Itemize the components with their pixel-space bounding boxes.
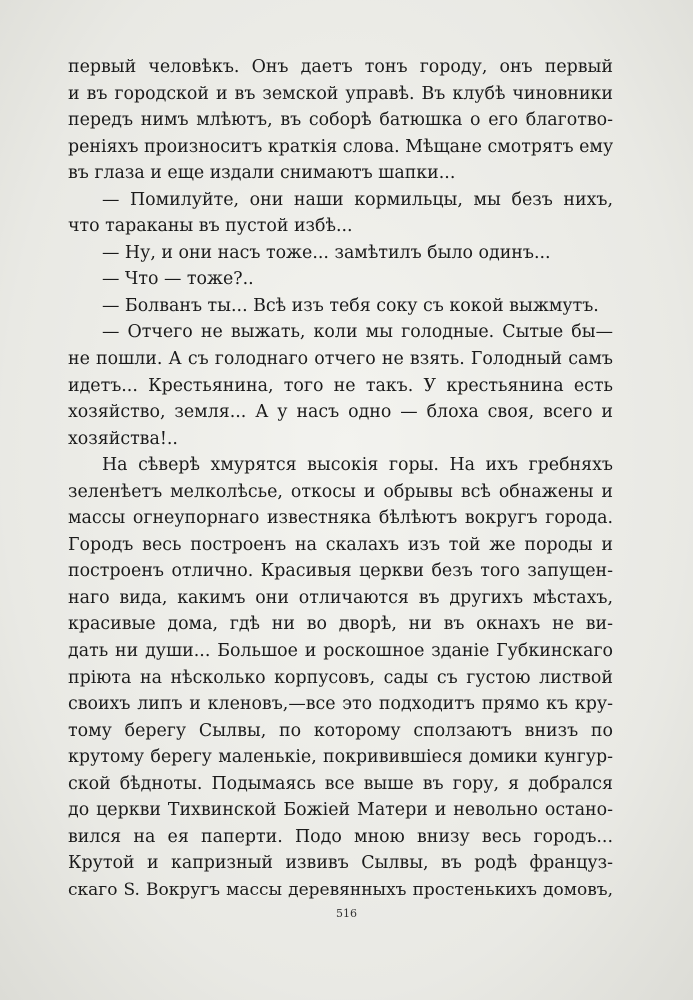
text-line: первый человѣкъ. Онъ даетъ тонъ городу, онъ первый	[68, 57, 613, 77]
text-line: хозяйства!..	[68, 428, 178, 449]
text-line: идетъ... Крестьянина, того не такъ. У крестьянина есть	[68, 375, 613, 396]
text-line: Городъ весь построенъ на скалахъ изъ той же породы и	[68, 534, 613, 555]
text-line: въ глаза и еще издали снимаютъ шапки...	[68, 163, 456, 184]
text-line: ской бѣдноты. Подымаясь все выше въ гору, я добрался	[68, 773, 613, 794]
text-line: На сѣверѣ хмурятся высокія горы. На ихъ гребняхъ	[102, 455, 613, 476]
text-line: передъ нимъ млѣютъ, въ соборѣ батюшка о его благотво-	[68, 110, 613, 131]
text-line: — Ну, и они насъ тоже... замѣтилъ было одинъ...	[102, 242, 551, 263]
text-line: реніяхъ произноситъ краткія слова. Мѣщане смотрятъ ему	[68, 136, 613, 157]
page-number: 516	[336, 907, 357, 920]
text-line: скаго S. Вокругъ массы деревянныхъ простенькихъ домовъ,	[68, 879, 613, 900]
text-line: не пошли. А съ голоднаго отчего не взять. Голодный самъ	[68, 349, 613, 370]
body-text	[68, 54, 613, 904]
text-line: построенъ отлично. Красивыя церкви безъ того запущен-	[68, 561, 613, 582]
text-line: крутому берегу маленькіе, покривившіеся домики кунгур-	[68, 747, 613, 768]
text-line: — Что — тоже?..	[102, 269, 254, 290]
text-line: и въ городской и въ земской управѣ. Въ клубѣ чиновники	[68, 83, 613, 104]
text-line: вился на ея паперти. Подо мною внизу весь городъ...	[68, 826, 613, 847]
text-line: — Отчего не выжать, коли мы голодные. Сытые бы—	[102, 322, 613, 343]
text-line: хозяйство, земля... А у насъ одно — блоха своя, всего и	[68, 402, 613, 423]
text-line: дать ни души... Большое и роскошное зданіе Губкинскаго	[68, 641, 613, 662]
text-line: — Болванъ ты... Всѣ изъ тебя соку съ кокой выжмутъ.	[102, 295, 599, 316]
text-line: пріюта на нѣсколько корпусовъ, сады съ густою листвой	[68, 667, 613, 688]
text-line: массы огнеупорнаго известняка бѣлѣютъ вокругъ города.	[68, 508, 613, 529]
text-line: красивые дома, гдѣ ни во дворѣ, ни въ окнахъ не ви-	[68, 614, 613, 635]
text-line: тому берегу Сылвы, по которому сползаютъ внизъ по	[68, 720, 613, 741]
text-line: наго вида, какимъ они отличаются въ другихъ мѣстахъ,	[68, 587, 613, 608]
text-line: что тараканы въ пустой избѣ...	[68, 216, 353, 237]
text-line: зеленѣетъ мелколѣсье, откосы и обрывы всѣ обнажены и	[68, 481, 613, 502]
text-line: Крутой и капризный извивъ Сылвы, въ родѣ француз-	[68, 853, 613, 874]
text-line: до церкви Тихвинской Божіей Матери и невольно остано-	[68, 800, 613, 821]
text-line: своихъ липъ и кленовъ,—все это подходитъ прямо къ кру-	[68, 694, 613, 715]
text-line: — Помилуйте, они наши кормильцы, мы безъ нихъ,	[102, 189, 613, 210]
